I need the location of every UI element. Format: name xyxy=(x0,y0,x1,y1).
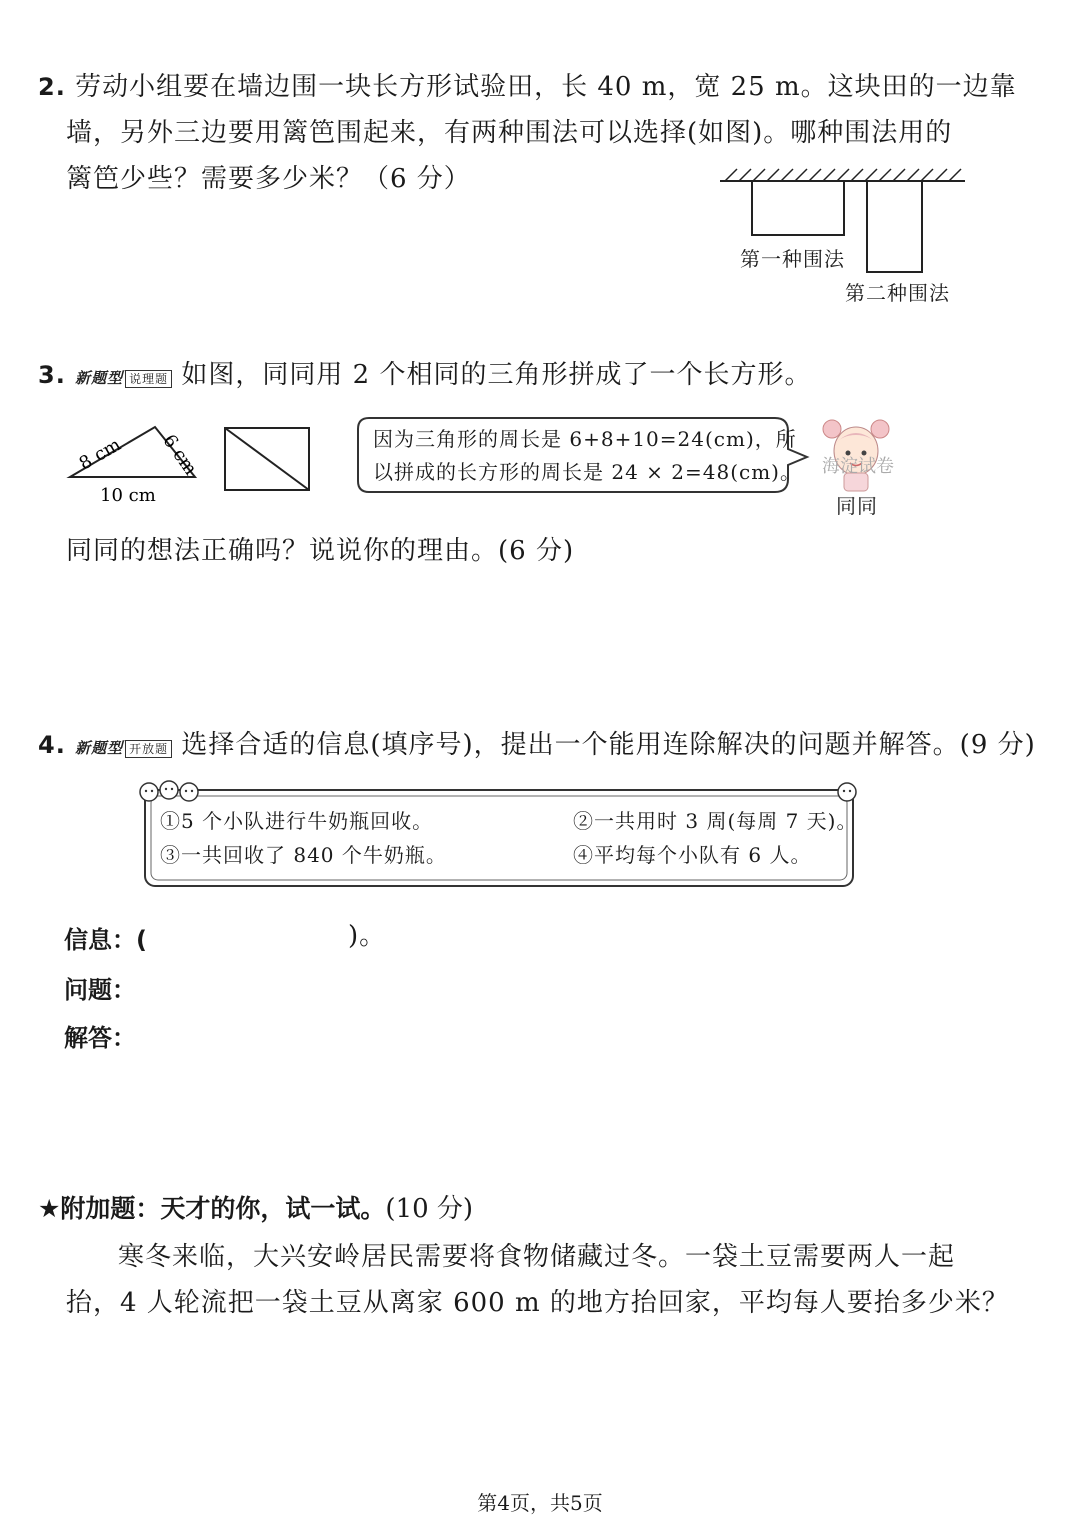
q2-number: 2. xyxy=(38,73,66,101)
q4-new-type-tag: 新题型 开放题 xyxy=(75,725,172,771)
info-item-2: ②一共用时 3 周(每周 7 天)。 xyxy=(573,809,858,833)
tri-base-label: 10 cm xyxy=(100,485,156,506)
bubble-line1: 因为三角形的周长是 6+8+10=24(cm)，所 xyxy=(373,427,797,451)
watermark: 海淀试卷 xyxy=(822,456,894,477)
tri-side-left-label: 8 cm xyxy=(75,434,125,475)
bonus-score: (10 分) xyxy=(385,1194,474,1224)
q3-heading xyxy=(38,352,811,401)
rectangle-diagonal xyxy=(225,428,309,490)
q4-number: 4. xyxy=(38,731,66,759)
info-item-3: ③一共回收了 840 个牛奶瓶。 xyxy=(160,843,447,867)
q2-line3: 篱笆少些？需要多少米？（6 分） xyxy=(66,164,471,194)
bubble-text xyxy=(373,423,801,489)
wall-hatching xyxy=(725,169,961,181)
q3-question: 同同的想法正确吗？说说你的理由。(6 分) xyxy=(66,536,575,566)
bonus-body xyxy=(66,1234,1046,1326)
label-info-end: )。 xyxy=(348,921,387,951)
caption-first-method: 第一种围法 xyxy=(740,247,845,271)
character-name: 同同 xyxy=(836,494,878,518)
caption-second-method: 第二种围法 xyxy=(845,281,950,305)
q4-intro: 选择合适的信息(填序号)，提出一个能用连除解决的问题并解答。(9 分) xyxy=(181,730,1036,760)
second-method-rect xyxy=(867,181,922,272)
label-answer: 解答： xyxy=(64,1024,136,1052)
q3-tag-sub: 说理题 xyxy=(125,370,172,388)
bonus-heading xyxy=(38,1188,473,1225)
triangle-and-rectangle xyxy=(60,415,340,510)
bonus-line1: 寒冬来临，大兴安岭居民需要将食物储藏过冬。一袋土豆需要两人一起 xyxy=(118,1242,956,1272)
info-item-4: ④平均每个小队有 6 人。 xyxy=(573,843,812,867)
info-board xyxy=(135,778,865,890)
bonus-title: ★附加题：天才的你，试一试。 xyxy=(38,1194,386,1223)
q3-intro: 如图，同同用 2 个相同的三角形拼成了一个长方形。 xyxy=(181,360,812,390)
q3-number: 3. xyxy=(38,361,66,389)
tri-side-right-label: 6 cm xyxy=(158,430,202,480)
label-question: 问题： xyxy=(64,976,136,1004)
q4-heading xyxy=(38,722,1036,771)
first-method-rect xyxy=(752,181,844,235)
info-item-1: ①5 个小队进行牛奶瓶回收。 xyxy=(160,809,434,833)
bubble-line2: 以拼成的长方形的周长是 24 × 2=48(cm)。 xyxy=(373,460,801,484)
bonus-line2: 抬，4 人轮流把一袋土豆从离家 600 m 的地方抬回家，平均每人要抬多少米？ xyxy=(66,1288,1009,1318)
q4-tag-sub: 开放题 xyxy=(125,740,172,758)
label-info: 信息：( xyxy=(64,926,147,954)
q3-new-type-tag: 新题型 说理题 xyxy=(75,355,172,401)
q2-line1: 劳动小组要在墙边围一块长方形试验田，长 40 m，宽 25 m。这块田的一边靠 xyxy=(75,72,1017,102)
q2-line2: 墙，另外三边要用篱笆围起来，有两种围法可以选择(如图)。哪种围法用的 xyxy=(66,118,953,148)
page-footer: 第4页，共5页 xyxy=(477,1491,603,1515)
